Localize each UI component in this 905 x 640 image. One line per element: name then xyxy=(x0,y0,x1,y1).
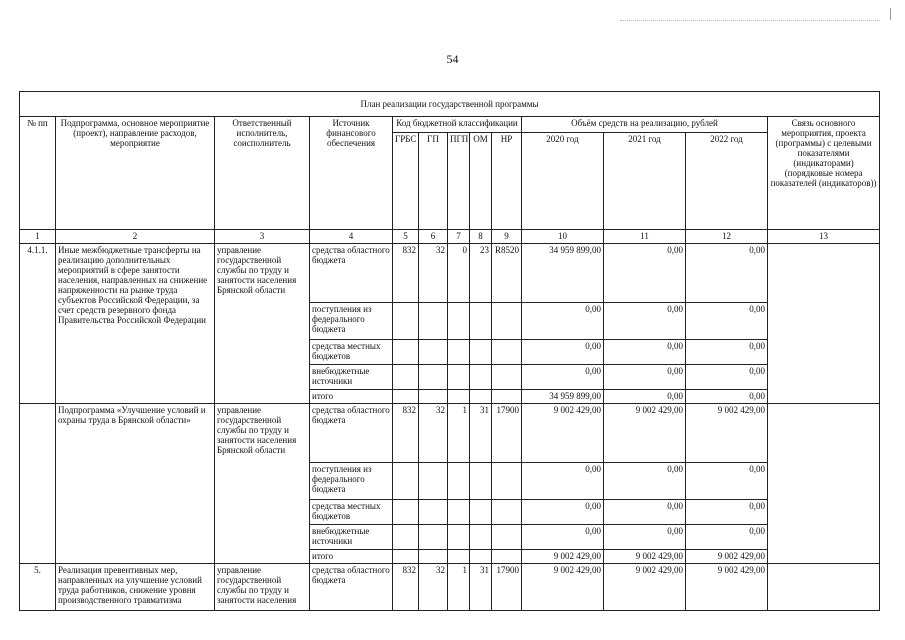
amount-2020: 0,00 xyxy=(522,500,604,525)
grbs-code xyxy=(393,500,419,525)
np-code: 17900 xyxy=(492,404,522,463)
np-code: R8520 xyxy=(492,244,522,303)
financing-source: внебюджетные источники xyxy=(310,525,393,550)
amount-2020: 0,00 xyxy=(522,303,604,340)
om-code xyxy=(470,365,492,390)
gp-code xyxy=(419,525,448,550)
amount-2021: 9 002 429,00 xyxy=(604,564,686,611)
header-num: № пп xyxy=(20,117,56,230)
header-np: НР xyxy=(492,133,522,230)
pgp-code xyxy=(448,550,470,564)
np-code xyxy=(492,365,522,390)
amount-2020: 34 959 899,00 xyxy=(522,390,604,404)
grbs-code xyxy=(393,525,419,550)
np-code xyxy=(492,500,522,525)
row-number: 5. xyxy=(20,564,56,611)
amount-2021: 9 002 429,00 xyxy=(604,550,686,564)
financing-source: итого xyxy=(310,550,393,564)
amount-2021: 0,00 xyxy=(604,303,686,340)
amount-2020: 9 002 429,00 xyxy=(522,550,604,564)
scan-dust xyxy=(620,20,880,23)
amount-2021: 0,00 xyxy=(604,244,686,303)
gp-code xyxy=(419,500,448,525)
amount-2020: 0,00 xyxy=(522,463,604,500)
pgp-code xyxy=(448,463,470,500)
amount-2022: 0,00 xyxy=(686,340,768,365)
gp-code xyxy=(419,463,448,500)
amount-2022: 9 002 429,00 xyxy=(686,550,768,564)
grbs-code xyxy=(393,365,419,390)
column-number: 9 xyxy=(492,230,522,244)
table-title: План реализации государственной программы xyxy=(20,92,880,117)
amount-2021: 9 002 429,00 xyxy=(604,404,686,463)
column-number: 1 xyxy=(20,230,56,244)
amount-2022: 0,00 xyxy=(686,500,768,525)
table-row xyxy=(20,404,880,463)
grbs-code xyxy=(393,390,419,404)
header-executor: Ответственный исполнитель, соисполнитель xyxy=(215,117,310,230)
np-code xyxy=(492,525,522,550)
financing-source: средства местных бюджетов xyxy=(310,500,393,525)
financing-source: средства областного бюджета xyxy=(310,564,393,611)
header-row-1 xyxy=(20,117,880,133)
amount-2020: 34 959 899,00 xyxy=(522,244,604,303)
financing-source: средства областного бюджета xyxy=(310,404,393,463)
financing-source: поступления из федерального бюджета xyxy=(310,303,393,340)
om-code: 23 xyxy=(470,244,492,303)
pgp-code xyxy=(448,340,470,365)
grbs-code xyxy=(393,303,419,340)
amount-2022: 0,00 xyxy=(686,463,768,500)
responsible-executor: управление государственной службы по труду и занятости населения xyxy=(215,564,310,611)
grbs-code: 832 xyxy=(393,244,419,303)
gp-code: 32 xyxy=(419,244,448,303)
om-code xyxy=(470,390,492,404)
amount-2022: 0,00 xyxy=(686,525,768,550)
np-code xyxy=(492,340,522,365)
amount-2022: 9 002 429,00 xyxy=(686,564,768,611)
grbs-code xyxy=(393,463,419,500)
table-title-row xyxy=(20,92,880,117)
om-code xyxy=(470,340,492,365)
column-number: 5 xyxy=(393,230,419,244)
gp-code xyxy=(419,340,448,365)
header-2020: 2020 год xyxy=(522,133,604,230)
np-code: 17900 xyxy=(492,564,522,611)
header-link: Связь основного мероприятия, проекта (программы) с целевыми показателями (индикаторами) (порядковые номера показателей (индикаторов)) xyxy=(768,117,880,230)
table-row xyxy=(20,564,880,611)
column-number-row xyxy=(20,230,880,244)
gp-code: 32 xyxy=(419,404,448,463)
amount-2021: 0,00 xyxy=(604,340,686,365)
np-code xyxy=(492,550,522,564)
om-code xyxy=(470,303,492,340)
amount-2021: 0,00 xyxy=(604,463,686,500)
column-number: 10 xyxy=(522,230,604,244)
column-number: 11 xyxy=(604,230,686,244)
column-number: 8 xyxy=(470,230,492,244)
pgp-code xyxy=(448,500,470,525)
amount-2022: 0,00 xyxy=(686,244,768,303)
scan-edge-mark xyxy=(890,8,895,20)
header-volume: Объём средств на реализацию, рублей xyxy=(522,117,768,133)
responsible-executor: управление государственной службы по труду и занятости населения Брянской области xyxy=(215,244,310,404)
column-number: 2 xyxy=(56,230,215,244)
row-number: 4.1.1. xyxy=(20,244,56,404)
gp-code xyxy=(419,390,448,404)
amount-2020: 9 002 429,00 xyxy=(522,564,604,611)
column-number: 13 xyxy=(768,230,880,244)
amount-2022: 9 002 429,00 xyxy=(686,404,768,463)
column-number: 3 xyxy=(215,230,310,244)
indicator-link xyxy=(768,244,880,404)
amount-2022: 0,00 xyxy=(686,365,768,390)
grbs-code: 832 xyxy=(393,564,419,611)
amount-2021: 0,00 xyxy=(604,525,686,550)
amount-2022: 0,00 xyxy=(686,390,768,404)
header-grbs: ГРБС xyxy=(393,133,419,230)
amount-2022: 0,00 xyxy=(686,303,768,340)
measure-name: Реализация превентивных мер, направленных на улучшение условий труда работников, снижение уровня производственного травматизма xyxy=(56,564,215,611)
measure-name: Подпрограмма «Улучшение условий и охраны труда в Брянской области» xyxy=(56,404,215,564)
np-code xyxy=(492,303,522,340)
header-source: Источник финансового обеспечения xyxy=(310,117,393,230)
grbs-code xyxy=(393,550,419,564)
column-number: 12 xyxy=(686,230,768,244)
indicator-link xyxy=(768,564,880,611)
gp-code xyxy=(419,365,448,390)
header-pgp: ПГП xyxy=(448,133,470,230)
pgp-code xyxy=(448,365,470,390)
financing-source: средства местных бюджетов xyxy=(310,340,393,365)
program-plan-table xyxy=(19,91,880,611)
measure-name: Иные межбюджетные трансферты на реализацию дополнительных мероприятий в сфере занятости населения, направленных на снижение напряженности на рынке труда субъектов Российской Федерации, за счет средств резервного фонда Правительства Российской Федерации xyxy=(56,244,215,404)
header-om: ОМ xyxy=(470,133,492,230)
financing-source: внебюджетные источники xyxy=(310,365,393,390)
om-code: 31 xyxy=(470,564,492,611)
column-number: 7 xyxy=(448,230,470,244)
pgp-code xyxy=(448,303,470,340)
grbs-code: 832 xyxy=(393,404,419,463)
pgp-code: 1 xyxy=(448,404,470,463)
row-number xyxy=(20,404,56,564)
amount-2021: 0,00 xyxy=(604,365,686,390)
pgp-code xyxy=(448,390,470,404)
financing-source: итого xyxy=(310,390,393,404)
om-code xyxy=(470,463,492,500)
amount-2021: 0,00 xyxy=(604,390,686,404)
header-2022: 2022 год xyxy=(686,133,768,230)
column-number: 6 xyxy=(419,230,448,244)
indicator-link xyxy=(768,404,880,564)
om-code: 31 xyxy=(470,404,492,463)
gp-code: 32 xyxy=(419,564,448,611)
gp-code xyxy=(419,303,448,340)
financing-source: поступления из федерального бюджета xyxy=(310,463,393,500)
om-code xyxy=(470,500,492,525)
amount-2020: 9 002 429,00 xyxy=(522,404,604,463)
financing-source: средства областного бюджета xyxy=(310,244,393,303)
table-row xyxy=(20,244,880,303)
np-code xyxy=(492,390,522,404)
header-subprogram: Подпрограмма, основное мероприятие (проект), направление расходов, мероприятие xyxy=(56,117,215,230)
np-code xyxy=(492,463,522,500)
responsible-executor: управление государственной службы по труду и занятости населения Брянской области xyxy=(215,404,310,564)
gp-code xyxy=(419,550,448,564)
grbs-code xyxy=(393,340,419,365)
amount-2020: 0,00 xyxy=(522,525,604,550)
amount-2021: 0,00 xyxy=(604,500,686,525)
amount-2020: 0,00 xyxy=(522,365,604,390)
page-number: 54 xyxy=(446,52,459,66)
om-code xyxy=(470,525,492,550)
header-2021: 2021 год xyxy=(604,133,686,230)
pgp-code: 1 xyxy=(448,564,470,611)
column-number: 4 xyxy=(310,230,393,244)
header-budget-code: Код бюджетной классификации xyxy=(393,117,522,133)
amount-2020: 0,00 xyxy=(522,340,604,365)
pgp-code: 0 xyxy=(448,244,470,303)
pgp-code xyxy=(448,525,470,550)
om-code xyxy=(470,550,492,564)
header-gp: ГП xyxy=(419,133,448,230)
